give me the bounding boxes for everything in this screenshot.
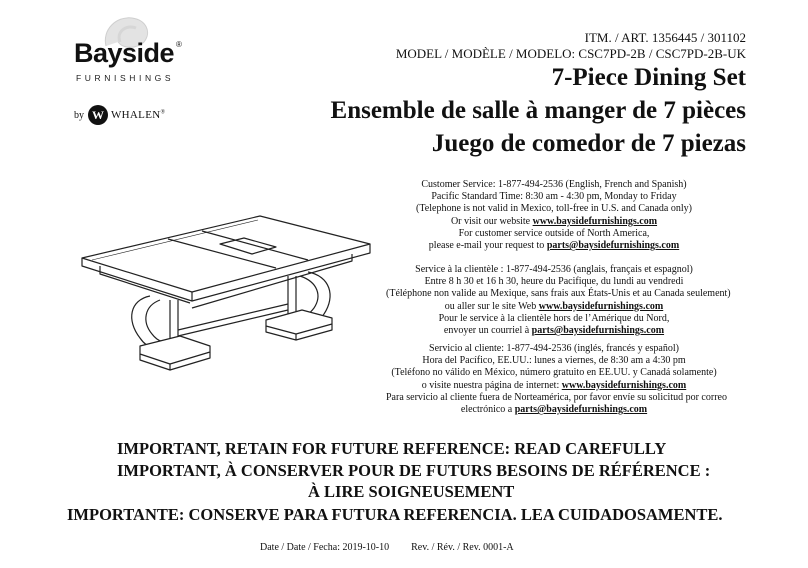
footer	[260, 542, 514, 553]
important-notice-french: IMPORTANT, À CONSERVER POUR DE FUTURS BESOINS DE RÉFÉRENCE :	[117, 461, 711, 480]
contact-line: (Téléphone non valide au Mexique, sans frais aux États-Unis et au Canada seulement)	[386, 288, 731, 300]
document-date: Date / Date / Fecha: 2019-10-10	[260, 542, 390, 553]
contact-info-french	[386, 264, 731, 337]
contact-text: ou aller sur le site Web	[444, 300, 539, 312]
important-notice-french-continued: À LIRE SOIGNEUSEMENT	[308, 482, 515, 501]
brand-name: Bayside	[74, 38, 175, 68]
contact-line	[386, 216, 722, 228]
contact-line	[386, 301, 722, 313]
brand-registered-mark: ®	[176, 40, 182, 49]
company-registered-mark: ®	[160, 109, 166, 116]
contact-text: Or visit our website	[450, 215, 533, 227]
contact-line	[386, 325, 722, 337]
contact-info-spanish	[386, 343, 727, 416]
website-link[interactable]: www.baysidefurnishings.com	[538, 300, 664, 312]
contact-line	[386, 240, 722, 252]
website-link[interactable]: www.baysidefurnishings.com	[532, 215, 658, 227]
item-number: ITM. / ART. 1356445 / 301102	[584, 30, 746, 45]
contact-line: Servicio al cliente: 1-877-494-2536 (inglés, francés y español)	[429, 343, 679, 354]
email-link[interactable]: parts@baysidefurnishings.com	[514, 404, 648, 416]
byline	[74, 104, 165, 126]
whalen-w-icon: W	[88, 105, 108, 125]
dining-table-illustration	[70, 200, 380, 400]
brand-subtitle: FURNISHINGS	[76, 73, 175, 83]
contact-line	[386, 380, 722, 392]
email-link[interactable]: parts@baysidefurnishings.com	[546, 240, 680, 252]
contact-line: Para servicio al cliente fuera de Norteamérica, por favor envíe su solicitud por correo	[386, 391, 727, 403]
email-link[interactable]: parts@baysidefurnishings.com	[531, 325, 665, 337]
title-french: Ensemble de salle à manger de 7 pièces	[330, 97, 746, 124]
title-spanish: Juego de comedor de 7 piezas	[431, 130, 746, 157]
contact-line: Hora del Pacífico, EE.UU.: lunes a viernes, de 8:30 am a 4:30 pm	[422, 355, 686, 367]
contact-line: Pacific Standard Time: 8:30 am - 4:30 pm, Monday to Friday	[431, 191, 677, 203]
website-link[interactable]: www.baysidefurnishings.com	[561, 379, 687, 391]
model-number: MODEL / MODÈLE / MODELO: CSC7PD-2B / CSC7PD-2B-UK	[395, 46, 746, 61]
contact-line: For customer service outside of North America,	[458, 227, 650, 239]
bayside-logo	[68, 12, 198, 92]
company-name	[111, 109, 165, 121]
contact-line: Entre 8 h 30 et 16 h 30, heure du Pacifique, du lundi au vendredi	[424, 276, 684, 288]
contact-line	[386, 404, 722, 416]
contact-text: please e-mail your request to	[428, 240, 547, 252]
contact-line: (Telephone is not valid in Mexico, toll-free in U.S. and Canada only)	[416, 203, 692, 215]
important-notice-spanish: IMPORTANTE: CONSERVE PARA FUTURA REFERENCIA. LEA CUIDADOSAMENTE.	[67, 505, 723, 524]
contact-text: o visite nuestra página de internet:	[421, 379, 562, 391]
by-text: by	[74, 109, 84, 121]
important-notice-english: IMPORTANT, RETAIN FOR FUTURE REFERENCE: READ CAREFULLY	[117, 439, 667, 458]
contact-line: (Teléfono no válido en México, número gratuito en EE.UU. y Canadá solamente)	[391, 367, 717, 379]
contact-text: envoyer un courriel à	[443, 325, 532, 337]
contact-line: Service à la clientèle : 1-877-494-2536 (anglais, français et espagnol)	[415, 264, 693, 275]
contact-text: electrónico a	[460, 404, 515, 416]
title-english: 7-Piece Dining Set	[551, 64, 746, 91]
company-name-text: WHALEN	[111, 109, 161, 121]
contact-line: Pour le service à la clientèle hors de l’Amérique du Nord,	[438, 312, 670, 324]
revision-number: Rev. / Rév. / Rev. 0001-A	[411, 542, 514, 553]
contact-line: Customer Service: 1-877-494-2536 (English, French and Spanish)	[421, 179, 687, 190]
contact-info-english	[386, 179, 722, 252]
